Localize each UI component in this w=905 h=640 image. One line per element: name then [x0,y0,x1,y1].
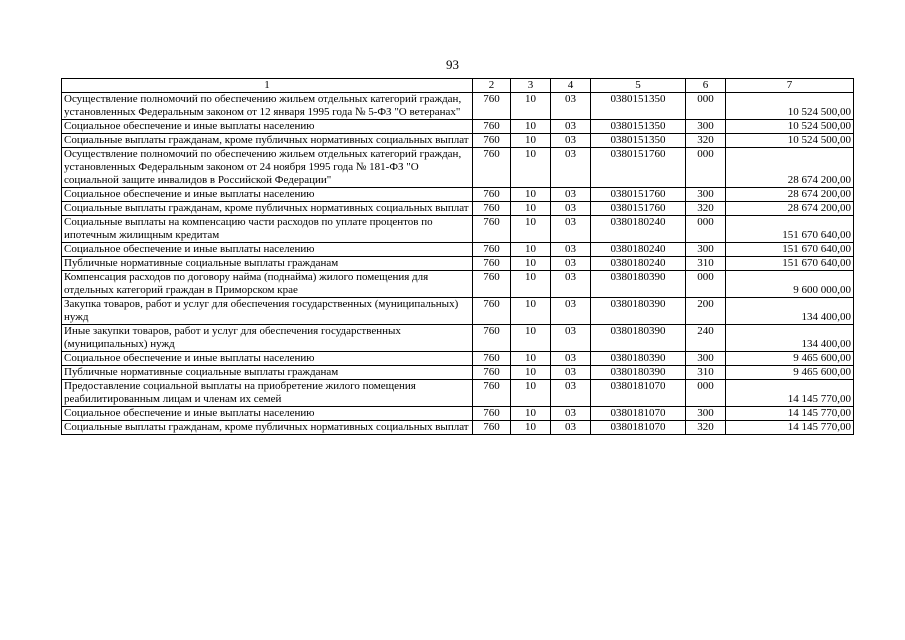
row-amount: 134 400,00 [726,325,854,352]
expense-type-code: 300 [686,120,726,134]
subsection-code: 03 [551,93,591,120]
target-item-code: 0380180390 [591,366,686,380]
table-row [62,134,854,148]
row-amount: 28 674 200,00 [726,188,854,202]
admin-code: 760 [473,421,511,435]
admin-code: 760 [473,120,511,134]
column-header: 1 [62,79,473,93]
subsection-code: 03 [551,298,591,325]
section-code: 10 [511,325,551,352]
table-row [62,366,854,380]
subsection-code: 03 [551,148,591,188]
section-code: 10 [511,380,551,407]
section-code: 10 [511,134,551,148]
section-code: 10 [511,93,551,120]
target-item-code: 0380180390 [591,298,686,325]
row-name: Социальное обеспечение и иные выплаты населению [62,407,473,421]
row-name: Компенсация расходов по договору найма (поднайма) жилого помещения для отдельных категорий граждан в Приморском крае [62,271,473,298]
table-row [62,148,854,188]
budget-table [61,78,854,435]
table-row [62,243,854,257]
admin-code: 760 [473,148,511,188]
expense-type-code: 200 [686,298,726,325]
table-row [62,298,854,325]
target-item-code: 0380181070 [591,421,686,435]
section-code: 10 [511,257,551,271]
subsection-code: 03 [551,352,591,366]
table-row [62,325,854,352]
table-row [62,407,854,421]
subsection-code: 03 [551,407,591,421]
expense-type-code: 000 [686,148,726,188]
column-header: 4 [551,79,591,93]
row-name: Закупка товаров, работ и услуг для обеспечения государственных (муниципальных) нужд [62,298,473,325]
target-item-code: 0380151350 [591,134,686,148]
subsection-code: 03 [551,325,591,352]
row-amount: 134 400,00 [726,298,854,325]
row-name: Социальное обеспечение и иные выплаты населению [62,243,473,257]
section-code: 10 [511,366,551,380]
row-name: Социальные выплаты на компенсацию части расходов по уплате процентов по ипотечным жилищным кредитам [62,216,473,243]
table-row [62,421,854,435]
expense-type-code: 000 [686,380,726,407]
subsection-code: 03 [551,380,591,407]
table-row [62,93,854,120]
column-header: 5 [591,79,686,93]
admin-code: 760 [473,93,511,120]
subsection-code: 03 [551,421,591,435]
row-name: Публичные нормативные социальные выплаты гражданам [62,257,473,271]
expense-type-code: 320 [686,134,726,148]
admin-code: 760 [473,216,511,243]
target-item-code: 0380180390 [591,325,686,352]
admin-code: 760 [473,352,511,366]
column-header: 7 [726,79,854,93]
row-amount: 151 670 640,00 [726,216,854,243]
row-name: Социальное обеспечение и иные выплаты населению [62,188,473,202]
expense-type-code: 310 [686,366,726,380]
subsection-code: 03 [551,271,591,298]
admin-code: 760 [473,134,511,148]
admin-code: 760 [473,325,511,352]
row-name: Осуществление полномочий по обеспечению жильем отдельных категорий граждан, установленных Федеральным законом от 12 января 1995 года № 5-ФЗ "О ветеранах" [62,93,473,120]
row-amount: 151 670 640,00 [726,243,854,257]
table-row [62,202,854,216]
target-item-code: 0380151760 [591,148,686,188]
table-body [62,93,854,435]
row-amount: 14 145 770,00 [726,421,854,435]
table-row [62,380,854,407]
subsection-code: 03 [551,134,591,148]
table-row [62,188,854,202]
section-code: 10 [511,352,551,366]
row-name: Социальное обеспечение и иные выплаты населению [62,352,473,366]
subsection-code: 03 [551,366,591,380]
expense-type-code: 000 [686,216,726,243]
row-name: Предоставление социальной выплаты на приобретение жилого помещения реабилитированным лицам и членам их семей [62,380,473,407]
section-code: 10 [511,421,551,435]
header-row [62,79,854,93]
section-code: 10 [511,202,551,216]
admin-code: 760 [473,366,511,380]
section-code: 10 [511,120,551,134]
row-amount: 14 145 770,00 [726,407,854,421]
target-item-code: 0380181070 [591,407,686,421]
section-code: 10 [511,407,551,421]
target-item-code: 0380180240 [591,257,686,271]
row-name: Осуществление полномочий по обеспечению жильем отдельных категорий граждан, установленных Федеральным законом от 24 ноября 1995 года № 181-ФЗ "О социальной защите инвалидов в Российской Федерации" [62,148,473,188]
table-row [62,120,854,134]
row-name: Иные закупки товаров, работ и услуг для обеспечения государственных (муниципальных) нужд [62,325,473,352]
table-row [62,271,854,298]
expense-type-code: 320 [686,202,726,216]
row-amount: 151 670 640,00 [726,257,854,271]
admin-code: 760 [473,243,511,257]
row-amount: 9 465 600,00 [726,352,854,366]
target-item-code: 0380180390 [591,271,686,298]
subsection-code: 03 [551,120,591,134]
expense-type-code: 300 [686,407,726,421]
expense-type-code: 320 [686,421,726,435]
admin-code: 760 [473,202,511,216]
expense-type-code: 000 [686,93,726,120]
target-item-code: 0380151760 [591,202,686,216]
column-header: 3 [511,79,551,93]
target-item-code: 0380151350 [591,93,686,120]
page-number: 93 [446,57,459,72]
expense-type-code: 300 [686,352,726,366]
table-row [62,352,854,366]
expense-type-code: 300 [686,188,726,202]
admin-code: 760 [473,407,511,421]
row-amount: 10 524 500,00 [726,134,854,148]
column-header: 6 [686,79,726,93]
row-name: Социальное обеспечение и иные выплаты населению [62,120,473,134]
target-item-code: 0380151350 [591,120,686,134]
expense-type-code: 310 [686,257,726,271]
section-code: 10 [511,298,551,325]
section-code: 10 [511,188,551,202]
admin-code: 760 [473,188,511,202]
subsection-code: 03 [551,257,591,271]
admin-code: 760 [473,380,511,407]
subsection-code: 03 [551,243,591,257]
subsection-code: 03 [551,188,591,202]
row-amount: 28 674 200,00 [726,202,854,216]
row-amount: 14 145 770,00 [726,380,854,407]
row-amount: 28 674 200,00 [726,148,854,188]
subsection-code: 03 [551,216,591,243]
table-row [62,257,854,271]
row-amount: 10 524 500,00 [726,120,854,134]
row-name: Публичные нормативные социальные выплаты гражданам [62,366,473,380]
subsection-code: 03 [551,202,591,216]
target-item-code: 0380180390 [591,352,686,366]
row-name: Социальные выплаты гражданам, кроме публичных нормативных социальных выплат [62,134,473,148]
table-row [62,216,854,243]
section-code: 10 [511,243,551,257]
target-item-code: 0380180240 [591,243,686,257]
row-amount: 9 600 000,00 [726,271,854,298]
row-amount: 10 524 500,00 [726,93,854,120]
target-item-code: 0380151760 [591,188,686,202]
section-code: 10 [511,148,551,188]
column-header: 2 [473,79,511,93]
expense-type-code: 000 [686,271,726,298]
section-code: 10 [511,271,551,298]
admin-code: 760 [473,257,511,271]
row-amount: 9 465 600,00 [726,366,854,380]
target-item-code: 0380180240 [591,216,686,243]
expense-type-code: 300 [686,243,726,257]
row-name: Социальные выплаты гражданам, кроме публичных нормативных социальных выплат [62,421,473,435]
admin-code: 760 [473,298,511,325]
section-code: 10 [511,216,551,243]
admin-code: 760 [473,271,511,298]
row-name: Социальные выплаты гражданам, кроме публичных нормативных социальных выплат [62,202,473,216]
target-item-code: 0380181070 [591,380,686,407]
expense-type-code: 240 [686,325,726,352]
